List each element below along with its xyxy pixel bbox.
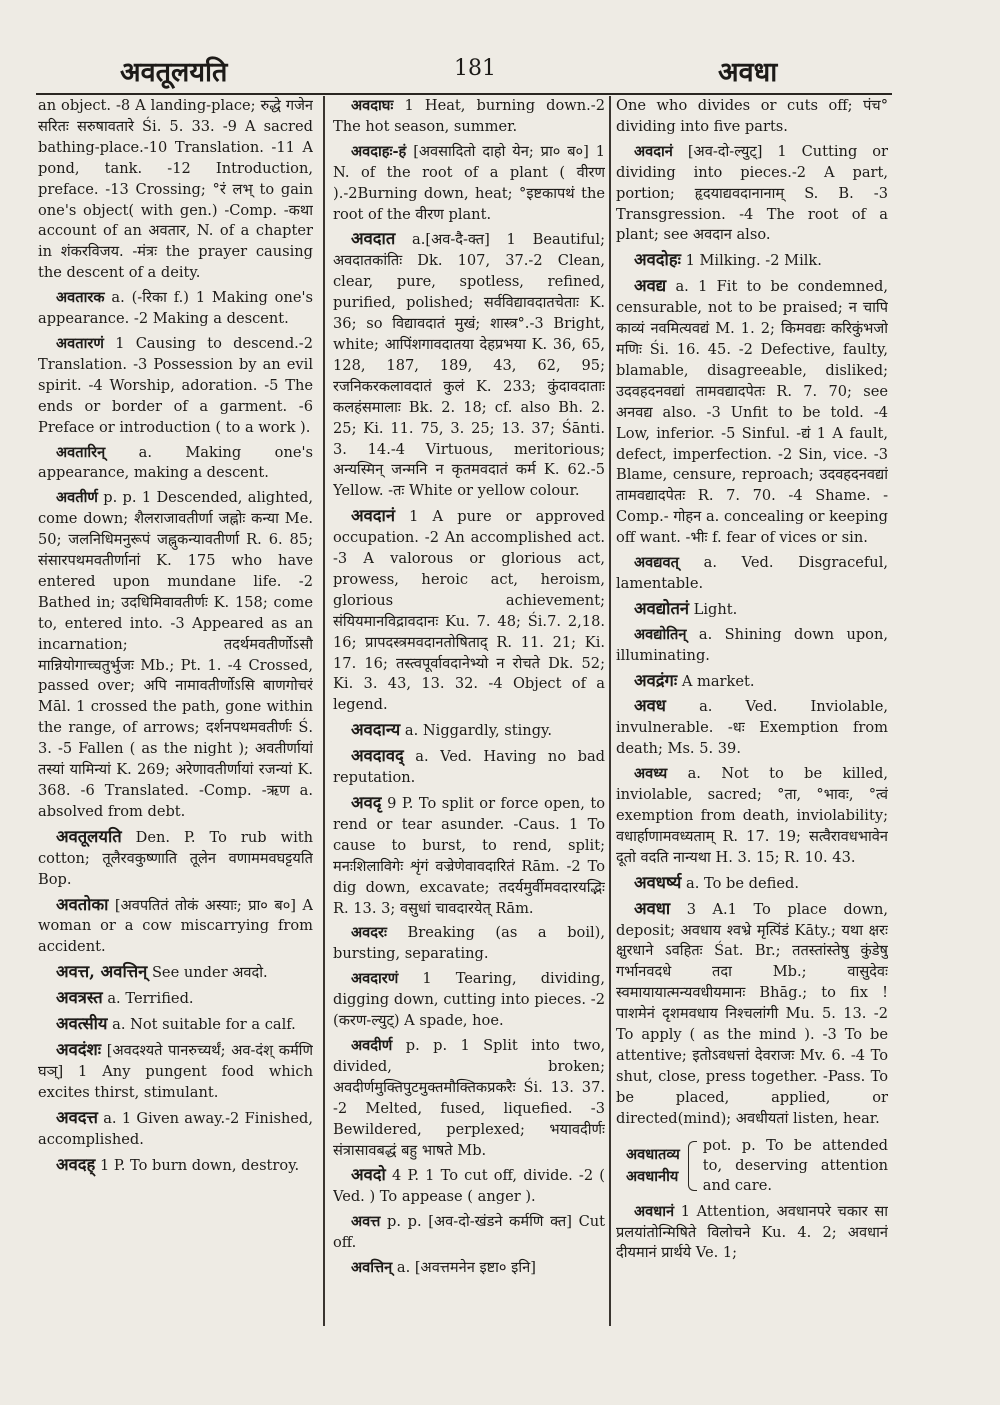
- entry-definition: 1 A pure or approved occupation. -2 An accomplished act. -3 A valorous or glorious act, prowess, heroic act, heroism, glorious achievement; संयियमानविद्रावदानः Ku. 7. 48; Śi.7. 2,18. 16; प्रापदस्त्रमवदानतोषिताद् R. 11. 21; Ki. 17. 16; तस्त्वपूर्वावदानेभ्यो न रोचते Dk. 52; Ki. 3. 43, 13. 32. -4 Object of a legend.: [333, 508, 605, 714]
- entry-definition: 9 P. To split or force open, to rend or tear asunder. -Caus. 1 To cause to burst, to rend, split; मनःशिलाविगेः शृंगं वज्रेणेवावदारितं Rām. -2 To dig down, excavate; तदर्यमुर्वीमवदारयद्भिः R. 13. 3; वसुधां चावदारयेत् Rām.: [333, 795, 605, 917]
- dictionary-entry: [616, 599, 888, 621]
- dictionary-entry: [333, 746, 605, 789]
- header-right-guideword: अवधा: [718, 57, 778, 88]
- entry-definition: 4 P. 1 To cut off, divide. -2 ( Ved. ) To appease ( anger ).: [333, 1167, 605, 1206]
- entry-definition: 1 Milking. -2 Milk.: [685, 252, 822, 270]
- entry-definition: 1 Causing to descend.-2 Translation. -3 Possession by an evil spirit. -4 Worship, adoration. -5 The ends or border of a garment. -6 Preface or introduction ( to a work ).: [38, 334, 313, 436]
- entry-definition: 1 Tearing, dividing, digging down, cutting into pieces. -2 (करण-ल्युट्) A spade, hoe.: [333, 970, 605, 1030]
- entry-headword: अवदीर्ण: [351, 1036, 393, 1054]
- dictionary-entry: [333, 229, 605, 502]
- entry-definition: Light.: [693, 600, 738, 618]
- bracketed-entry: [616, 1136, 888, 1196]
- entry-headword: अवद्योतनं: [634, 598, 690, 618]
- entry-definition: a. 1 Given away.-2 Finished, accomplished.: [38, 1109, 313, 1148]
- page-number: 181: [454, 56, 496, 81]
- dictionary-entry: [333, 969, 605, 1032]
- entry-headword: अवतारिन्: [56, 443, 106, 461]
- entry-definition: a. Shining down upon, illuminating.: [616, 625, 888, 664]
- dictionary-entry: [333, 96, 605, 138]
- dictionary-entry: [38, 288, 313, 330]
- entry-definition: [अवदश्यते पानरुच्यर्थं; अव-दंश् कर्मणि घञ्] 1 Any pungent food which excites thirst, stimulant.: [38, 1041, 313, 1101]
- entry-headword: अवदानं: [351, 506, 395, 526]
- entry-headword: अवधा: [634, 898, 671, 918]
- entry-headword: अवदाहः-हं: [351, 142, 407, 160]
- entry-headword: अवत्सीय: [56, 1014, 108, 1034]
- entry-headword: अवत्तिन्: [351, 1259, 393, 1277]
- entry-headword: अवत्त: [351, 1213, 381, 1231]
- dictionary-entry: [616, 96, 888, 138]
- dictionary-entry: [616, 1202, 888, 1265]
- entry-headword: अवतारक: [56, 289, 105, 307]
- entry-headword: अवधानं: [634, 1202, 675, 1220]
- entry-headword: अवदाघः: [351, 97, 394, 114]
- entry-headword: अवदानं: [634, 142, 673, 160]
- entry-headword: अवतीर्ण: [56, 489, 98, 507]
- entry-headword: अवदान्य: [351, 720, 401, 740]
- entry-headword: अवदरः: [351, 924, 387, 942]
- entry-headword: अवदोहः: [634, 250, 681, 270]
- column-divider-2: [609, 96, 611, 1326]
- dictionary-entry: [333, 720, 605, 742]
- header-rule: [36, 93, 892, 95]
- entry-definition: See under अवदो.: [151, 964, 268, 982]
- entry-headword: अवधर्ष्य: [634, 872, 682, 892]
- entry-definition: a. [अवत्तमनेन इष्टा० इनि]: [396, 1259, 536, 1277]
- entry-definition: a. 1 Fit to be condemned, censurable, not to be praised; न चापि काव्यं नवमित्यवद्यं M. 1. 2; किमवद्यः करिकुंभजो मणिः Śi. 16. 45. -2 Defective, faulty, blamable, disagreeable, disliked; उदवहदनवद्यां तामवद्यादपेतः R. 7. 70; see अनवद्य also. -3 Unfit to be told. -4 Low, inferior. -5 Sinful. -द्यं 1 A fault, defect, imperfection. -2 Sin, vice. -3 Blame, censure, reproach; उदवहदनवद्यां तामवद्यादपेतः R. 7. 70. -4 Shame. -Comp.- गोहन a. concealing or keeping off want. -भीः f. fear of vices or sin.: [616, 278, 888, 547]
- brace-symbol: [688, 1141, 697, 1191]
- dictionary-entry: [616, 899, 888, 1130]
- dictionary-entry: [38, 334, 313, 439]
- dictionary-entry: [38, 1155, 313, 1177]
- entry-headword: अवध्य: [634, 765, 668, 783]
- entry-definition: a. Niggardly, stingy.: [404, 722, 552, 740]
- column-divider-1: [323, 96, 325, 1326]
- entry-headword: अवध: [634, 696, 666, 716]
- dictionary-entry: [38, 443, 313, 485]
- entry-definition: a.[अव-दै-क्त] 1 Beautiful; अवदातकांतिः Dk. 107, 37.-2 Clean, clear, pure, spotless, refined, purified, polished; सर्वविद्यावदातचेताः K. 36; so विद्यावदातं मुखं; शास्त्र°.-3 Bright, white; आपिंशगावदातया देहप्रभया K. 36, 65, 128, 187, 189, 43, 62, 95; रजनिकरकलावदातं कुलं K. 233; कुंदावदाताः कलहंसमालाः Bk. 2. 18; cf. also Bh. 2. 25; Ki. 11. 75, 3. 25; 13. 37; Śānti. 3. 14.-4 Virtuous, meritorious; अन्यस्मिन् जन्मनि न कृतमवदातं कर्म K. 62.-5 Yellow. -तः White or yellow colour.: [333, 231, 605, 500]
- entry-headword: अवदारणं: [351, 970, 399, 988]
- entry-headword: अवद्यवत्: [634, 554, 679, 572]
- entry-headword: अवद्रंगः: [634, 670, 678, 690]
- entry-definition: A market.: [681, 672, 755, 690]
- entry-headword: अवतोका: [56, 894, 109, 914]
- entry-definition: 1 Attention, अवधानपरे चकार सा प्रलयांतोन्मिषिते विलोचने Ku. 4. 2; अवधानं दीयमानं प्रार्थये Ve. 1;: [616, 1202, 888, 1262]
- dictionary-entry: [333, 1212, 605, 1254]
- entry-definition: [अवपतितं तोकं अस्याः; प्रा० ब०] A woman or a cow miscarrying from accident.: [38, 896, 313, 956]
- entry-headword: अवदृ: [351, 793, 382, 812]
- entry-headword: अवदह्: [56, 1154, 96, 1174]
- entry-definition: Den. P. To rub with cotton; तूलैरवकुष्णाति तूलेन वणाममवघट्टयति Bop.: [38, 828, 313, 888]
- entry-definition: a. (-रिका f.) 1 Making one's appearance. -2 Making a descent.: [38, 289, 313, 328]
- dictionary-entry: [38, 1040, 313, 1104]
- dictionary-entry: [38, 895, 313, 959]
- entry-definition: p. p. 1 Split into two, divided, broken; अवदीर्णमुक्तिपुटमुक्तमौक्तिकप्रकरैः Śi. 13. 37. -2 Melted, fused, liquefied. -3 Bewildered, perplexed; भयावदीर्णः संत्रासावबद्धं बहु भाषते Mb.: [333, 1036, 605, 1159]
- entry-definition: an object. -8 A landing-place; रुद्धे गजेन सरितः सरुषावतारे Śi. 5. 33. -9 A sacred bathing-place.-10 Translation. -11 A pond, tank. -12 Introduction, preface. -13 Crossing; °रं लभ् to gain one's object( with gen.) -Comp. -कथा account of an अवतार, N. of a chapter in शंकरविजय. -मंत्रः the prayer causing the descent of a deity.: [38, 97, 313, 282]
- entry-headword: अवद्य: [634, 276, 667, 296]
- entry-definition: a. Making one's appearance, making a descent.: [38, 443, 313, 482]
- dictionary-entry: [616, 276, 888, 549]
- entry-headword: अवधातव्य: [626, 1145, 680, 1163]
- entry-definition: a. Ved. Having no bad reputation.: [333, 748, 605, 787]
- dictionary-entry: [333, 923, 605, 965]
- entry-definition: a. Ved. Inviolable, invulnerable. -धः Exemption from death; Ms. 5. 39.: [616, 698, 888, 758]
- dictionary-entry: [616, 625, 888, 667]
- dictionary-entry: [38, 488, 313, 823]
- dictionary-entry: [333, 1165, 605, 1208]
- dictionary-entry: [616, 764, 888, 869]
- entry-definition: a. Not to be killed, inviolable, sacred; °ता, °भावः, °त्वं exemption from death, inviolability; वधार्हाणामवध्यताम् R. 17. 19; सत्वैरावधभावेन दूतो वदति नान्यथा H. 3. 15; R. 10. 43.: [616, 765, 888, 866]
- dictionary-entry: [616, 142, 888, 247]
- dictionary-entry: [616, 873, 888, 895]
- dictionary-entry: [616, 553, 888, 595]
- dictionary-entry: [38, 827, 313, 891]
- header-left-guideword: अवतूलयति: [120, 57, 228, 88]
- dictionary-entry: [616, 250, 888, 272]
- entry-definition: a. Not suitable for a calf.: [112, 1016, 296, 1034]
- entry-headword: अवतारणं: [56, 334, 104, 352]
- entry-definition: pot. p. To be attended to, deserving attention and care.: [702, 1136, 888, 1194]
- entry-headword: अवत्रस्त: [56, 988, 103, 1008]
- dictionary-entry: [38, 1014, 313, 1036]
- column-2: [333, 96, 605, 1326]
- entry-definition: p. p. 1 Descended, alighted, come down; शैलराजावतीर्णा जह्नोः कन्या Me. 50; जलनिधिमनुरूपं जह्नुकन्यावतीर्णा R. 6. 85; संसारपथमवतीर्णानां K. 175 who have entered upon mundane life. -2 Bathed in; उदधिमिवावतीर्णः K. 158; come to, entered into. -3 Appeared as an incarnation; तदर्थमवतीर्णोऽसौ मान्नियोगाच्चतुर्भुजः Mb.; Pt. 1. -4 Crossed, passed over; अपि नामावतीर्णोऽसि बाणगोचरं Māl. 1 crossed the path, gone within the range, of arrows; दर्शनपथमवतीर्णः Ś. 3. -5 Fallen ( as the night ); अवतीर्णायां तस्यां यामिन्यां K. 269; अरेणावतीर्णायां रजन्यां K. 368. -6 Translated. -Comp. -ऋण a. absolved from debt.: [38, 489, 313, 820]
- entry-definition: One who divides or cuts off; पंच° dividing into five parts.: [616, 97, 888, 135]
- entry-headword: अवदत्त: [56, 1107, 98, 1127]
- dictionary-entry: [333, 1258, 605, 1279]
- entry-headword: अवत्त, अवत्तिन्: [56, 962, 148, 982]
- entry-definition: p. p. [अव-दो-खंडने कर्मणि क्त] Cut off.: [333, 1213, 605, 1252]
- entry-definition: [अव-दो-ल्युट्] 1 Cutting or dividing into pieces.-2 A part, portion; हृदयाद्यवदानानाम् S. B. -3 Transgression. -4 The root of a plant; see अवदान also.: [616, 142, 888, 244]
- dictionary-entry: [38, 96, 313, 284]
- column-3: [616, 96, 888, 1326]
- entry-headword: अवद्योतिन्: [634, 625, 687, 643]
- entry-definition: 1 Heat, burning down.-2 The hot season, summer.: [333, 97, 605, 135]
- column-1: [38, 96, 313, 1326]
- entry-definition: Breaking (as a boil), bursting, separating.: [333, 924, 605, 963]
- dictionary-entry: [333, 1036, 605, 1161]
- dictionary-entry: [38, 1108, 313, 1151]
- dictionary-entry: [333, 506, 605, 716]
- dictionary-entry: [616, 671, 888, 693]
- entry-definition: [अवसादितो दाहो येन; प्रा० ब०] 1 N. of the root of a plant ( वीरण ).-2Burning down, heat; °इष्टकापथं the root of the वीरण plant.: [333, 142, 605, 223]
- entry-definition: a. Ved. Disgraceful, lamentable.: [616, 554, 888, 592]
- dictionary-entry: [333, 793, 605, 919]
- entry-headword: अवदो: [351, 1165, 386, 1185]
- entry-headword: अवदंशः: [56, 1039, 102, 1059]
- dictionary-entry: [38, 962, 313, 984]
- dictionary-entry: [333, 142, 605, 226]
- dictionary-entry: [616, 696, 888, 760]
- entry-headword: अवधानीय: [626, 1167, 679, 1185]
- entry-definition: a. To be defied.: [686, 874, 799, 892]
- entry-definition: 1 P. To burn down, destroy.: [99, 1156, 300, 1174]
- dictionary-entry: [38, 988, 313, 1010]
- entry-headword: अवतूलयति: [56, 826, 122, 846]
- page-header: [0, 52, 1000, 92]
- entry-headword: अवदावद्: [351, 746, 404, 766]
- entry-definition: a. Terrified.: [107, 990, 194, 1008]
- entry-headword: अवदात: [351, 229, 396, 249]
- entry-definition: 3 A.1 To place down, deposit; अवधाय श्वभ्रे मृत्पिंडं Kāty.; यथा क्षरः क्षुरधाने ऽवहितः Śat. Br.; ततस्तांस्तेषु कुंडेषु गर्भानवदधे तदा Mb.; वासुदेवः स्वमायायात्मन्यवधीयमानः Bhāg.; to fix ! पाशमेनं दृशमवधाय निश्चलांगी Mu. 5. 13. -2 To apply ( as the mind ). -3 To be attentive; इतोऽवधत्तां देवराजः Mv. 6. -4 To shut, close, press together. -Pass. To be placed, applied, or directed(mind); अवधीयतां listen, hear.: [616, 900, 888, 1127]
